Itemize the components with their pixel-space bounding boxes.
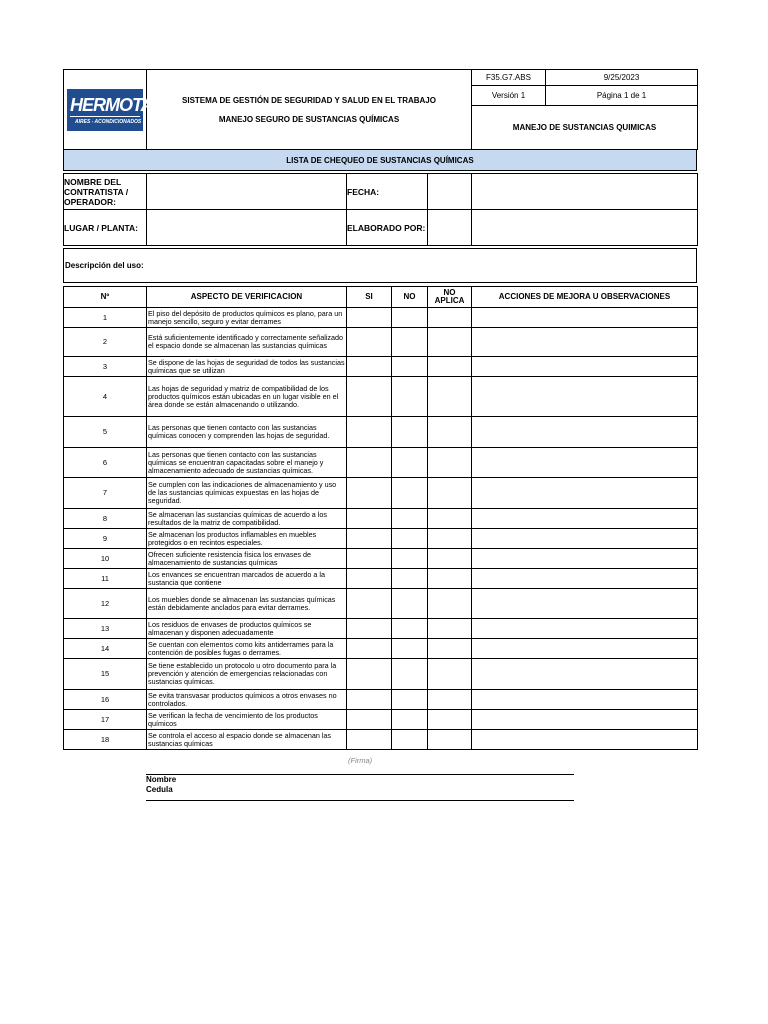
row-actions-cell[interactable] [472,529,698,549]
row-number: 15 [64,659,147,690]
row-na-cell[interactable] [428,569,472,589]
row-yes-cell[interactable] [347,569,392,589]
table-row [64,377,698,417]
row-number: 5 [64,417,147,448]
row-actions-cell[interactable] [472,377,698,417]
row-na-cell[interactable] [428,730,472,750]
row-actions-cell[interactable] [472,569,698,589]
row-aspect-text: El piso del depósito de productos químicos es plano, para un manejo sencillo, seguro y evitar derrames [147,308,347,328]
row-aspect-text: Se almacenan las sustancias químicas de acuerdo a los resultados de la matriz de compatibilidad. [147,509,347,529]
row-yes-cell[interactable] [347,417,392,448]
table-row [64,730,698,750]
date-label: FECHA: [347,174,428,210]
col-header-yes: SI [347,287,392,308]
header-title-cell [147,70,472,150]
row-na-cell[interactable] [428,619,472,639]
place-label: LUGAR / PLANTA: [64,210,147,246]
section-title: LISTA DE CHEQUEO DE SUSTANCIAS QUÍMICAS [63,149,697,171]
signature-caption: (Firma) [348,756,373,765]
row-number: 7 [64,478,147,509]
row-yes-cell[interactable] [347,549,392,569]
row-no-cell[interactable] [392,529,428,549]
row-na-cell[interactable] [428,529,472,549]
doc-date: 9/25/2023 [546,70,698,86]
row-actions-cell[interactable] [472,659,698,690]
row-actions-cell[interactable] [472,478,698,509]
table-row [64,589,698,619]
row-actions-cell[interactable] [472,619,698,639]
row-aspect-text: Se controla el acceso al espacio donde se almacenan las sustancias químicas [147,730,347,750]
row-actions-cell[interactable] [472,509,698,529]
row-na-cell[interactable] [428,308,472,328]
signature-line [146,774,574,775]
company-logo [67,89,165,131]
table-row [64,569,698,589]
row-actions-cell[interactable] [472,549,698,569]
row-no-cell[interactable] [392,377,428,417]
row-no-cell[interactable] [392,639,428,659]
document-header [63,69,698,150]
doc-subject: MANEJO DE SUSTANCIAS QUIMICAS [472,106,698,150]
row-actions-cell[interactable] [472,448,698,478]
table-row [64,639,698,659]
row-no-cell[interactable] [392,659,428,690]
row-aspect-text: Ofrecen suficiente resistencia física los envases de almacenamiento de sustancias químicas [147,549,347,569]
row-na-cell[interactable] [428,710,472,730]
row-no-cell[interactable] [392,690,428,710]
doc-code: F35.G7.ABS [472,70,546,86]
row-no-cell[interactable] [392,549,428,569]
row-number: 12 [64,589,147,619]
info-block [63,173,698,246]
signature-name-label: Nombre [146,775,177,784]
table-row [64,690,698,710]
description-box[interactable] [63,248,697,283]
row-yes-cell[interactable] [347,690,392,710]
row-na-cell[interactable] [428,659,472,690]
table-row [64,308,698,328]
row-na-cell[interactable] [428,377,472,417]
row-yes-cell[interactable] [347,478,392,509]
row-actions-cell[interactable] [472,357,698,377]
row-actions-cell[interactable] [472,328,698,357]
prepared-label: ELABORADO POR: [347,210,428,246]
row-no-cell[interactable] [392,589,428,619]
row-na-cell[interactable] [428,328,472,357]
col-header-aspect: ASPECTO DE VERIFICACION [147,287,347,308]
table-row [64,659,698,690]
row-actions-cell[interactable] [472,639,698,659]
row-aspect-text: Está suficientemente identificado y correctamente señalizado el espacio donde se almacenan las sustancias químicas [147,328,347,357]
col-header-actions: ACCIONES DE MEJORA U OBSERVACIONES [472,287,698,308]
system-title: SISTEMA DE GESTIÓN DE SEGURIDAD Y SALUD EN EL TRABAJO [182,95,436,105]
table-row [64,509,698,529]
date-extra-field[interactable] [472,174,698,210]
row-yes-cell[interactable] [347,448,392,478]
prepared-extra-field[interactable] [472,210,698,246]
row-number: 11 [64,569,147,589]
row-yes-cell[interactable] [347,308,392,328]
row-aspect-text: Se tiene establecido un protocolo u otro documento para la prevención y atención de emergencias relacionadas con sustancias químicas. [147,659,347,690]
row-no-cell[interactable] [392,730,428,750]
row-yes-cell[interactable] [347,659,392,690]
row-yes-cell[interactable] [347,730,392,750]
row-number: 9 [64,529,147,549]
row-na-cell[interactable] [428,639,472,659]
document-title: MANEJO SEGURO DE SUSTANCIAS QUÍMICAS [218,114,400,124]
row-actions-cell[interactable] [472,690,698,710]
row-number: 17 [64,710,147,730]
row-aspect-text: Las personas que tienen contacto con las sustancias químicas se encuentran capacitadas sobre el manejo y almacenamiento adecuado de sustancias químicas. [147,448,347,478]
row-number: 8 [64,509,147,529]
row-aspect-text: Los envances se encuentran marcados de acuerdo a la sustancia que contiene [147,569,347,589]
row-actions-cell[interactable] [472,417,698,448]
col-header-num: Nº [64,287,147,308]
row-yes-cell[interactable] [347,377,392,417]
row-actions-cell[interactable] [472,710,698,730]
signature-id-label: Cedula [146,785,173,794]
row-number: 10 [64,549,147,569]
row-aspect-text: Se evita transvasar productos químicos a otros envases no controlados. [147,690,347,710]
row-aspect-text: Los residuos de envases de productos químicos se almacenan y disponen adecuadamente [147,619,347,639]
table-row [64,619,698,639]
row-number: 1 [64,308,147,328]
logo-word: HERMOTAR [70,94,165,115]
contractor-field[interactable] [147,174,347,210]
row-actions-cell[interactable] [472,308,698,328]
table-row [64,478,698,509]
row-number: 2 [64,328,147,357]
row-na-cell[interactable] [428,448,472,478]
description-label: Descripción del uso: [65,261,144,270]
row-yes-cell[interactable] [347,619,392,639]
row-number: 4 [64,377,147,417]
logo-divider [70,116,140,117]
row-no-cell[interactable] [392,478,428,509]
row-no-cell[interactable] [392,710,428,730]
row-no-cell[interactable] [392,328,428,357]
date-field[interactable] [428,174,472,210]
doc-version: Versión 1 [472,86,546,106]
checklist-table [63,286,698,750]
row-actions-cell[interactable] [472,589,698,619]
row-no-cell[interactable] [392,417,428,448]
row-no-cell[interactable] [392,357,428,377]
row-na-cell[interactable] [428,417,472,448]
logo-cell [64,70,165,150]
row-yes-cell[interactable] [347,509,392,529]
place-field[interactable] [147,210,347,246]
row-number: 14 [64,639,147,659]
row-na-cell[interactable] [428,549,472,569]
row-aspect-text: Se dispone de las hojas de seguridad de todos las sustancias químicas que se utilizan [148,357,345,375]
row-number: 16 [64,690,147,710]
row-yes-cell[interactable] [347,639,392,659]
row-no-cell[interactable] [392,569,428,589]
table-row [64,529,698,549]
row-actions-cell[interactable] [472,730,698,750]
row-na-cell[interactable] [428,690,472,710]
logo-subtitle: AIRES - ACONDICIONADOS [75,118,142,125]
table-row [64,549,698,569]
row-no-cell[interactable] [392,619,428,639]
col-header-no: NO [392,287,428,308]
row-yes-cell[interactable] [347,328,392,357]
row-number: 13 [64,619,147,639]
table-row [64,357,698,377]
row-no-cell[interactable] [392,509,428,529]
row-number: 18 [64,730,147,750]
row-na-cell[interactable] [428,357,472,377]
row-aspect-text: Las hojas de seguridad y matriz de compatibilidad de los productos químicos están ubicadas en un lugar visible en el área donde se están almacenando o utilizando. [147,377,347,417]
row-na-cell[interactable] [428,589,472,619]
row-aspect-text: Se verifican la fecha de vencimiento de los productos químicos [147,710,347,730]
table-row [64,448,698,478]
row-aspect-text: Se cumplen con las indicaciones de almacenamiento y uso de las sustancias químicas expuestas en las hojas de seguridad. [147,478,347,509]
row-aspect-text: Se cuentan con elementos como kits antiderrames para la contención de posibles fugas o derrames. [147,639,347,659]
row-yes-cell[interactable] [347,357,392,377]
table-row [64,328,698,357]
row-aspect-text: Las personas que tienen contacto con las sustancias químicas conocen y comprenden las hojas de seguridad. [147,417,347,448]
row-number: 3 [64,357,147,377]
row-no-cell[interactable] [392,308,428,328]
row-number: 6 [64,448,147,478]
prepared-field[interactable] [428,210,472,246]
table-row [64,710,698,730]
col-header-na: NO APLICA [428,287,472,308]
row-aspect-text: Se almacenan los productos inflamables en muebles protegidos o en recintos especiales. [147,529,347,549]
row-yes-cell[interactable] [347,589,392,619]
doc-page: Página 1 de 1 [546,86,698,106]
row-na-cell[interactable] [428,509,472,529]
row-aspect-text: Los muebles donde se almacenan las sustancias químicas están debidamente anclados para evitar derrames. [147,589,347,619]
row-yes-cell[interactable] [347,529,392,549]
contractor-label: NOMBRE DEL CONTRATISTA / OPERADOR: [64,174,147,210]
signature-bottom-line [146,800,574,801]
row-no-cell[interactable] [392,448,428,478]
table-row [64,417,698,448]
row-yes-cell[interactable] [347,710,392,730]
row-na-cell[interactable] [428,478,472,509]
